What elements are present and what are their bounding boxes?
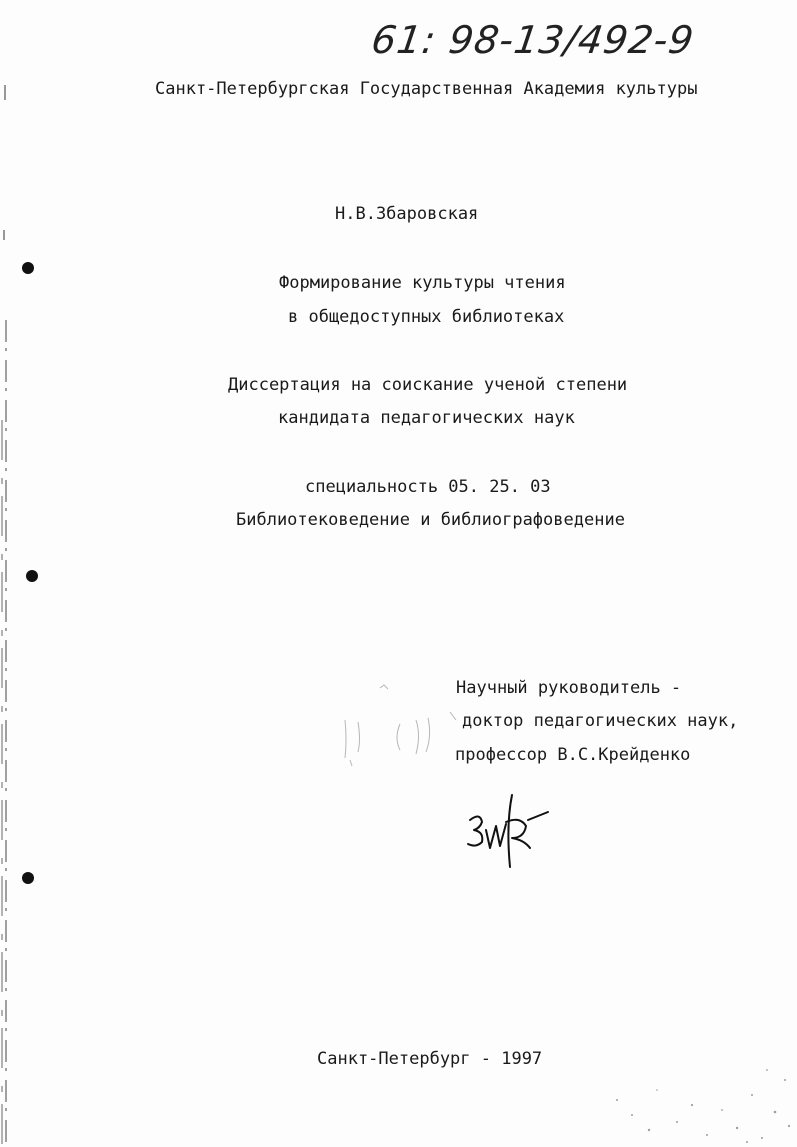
- punch-hole-mark: [22, 262, 34, 274]
- supervisor-name: профессор В.С.Крейденко: [455, 745, 691, 765]
- specialty-name: Библиотековедение и библиографоведение: [236, 510, 625, 530]
- degree-line-1: Диссертация на соискание ученой степени: [228, 375, 628, 395]
- scan-noise-speckles: [597, 1060, 797, 1147]
- punch-hole-mark: [26, 570, 38, 582]
- supervisor-label: Научный руководитель -: [456, 678, 682, 698]
- specialty-code: специальность 05. 25. 03: [305, 477, 551, 497]
- signature-image: [462, 790, 552, 870]
- institution-name: Санкт-Петербургская Государственная Академия культуры: [155, 79, 698, 99]
- binding-edge-marks: [0, 0, 14, 1147]
- supervisor-degree: доктор педагогических наук,: [462, 711, 739, 731]
- thesis-title-line-1: Формирование культуры чтения: [279, 273, 566, 293]
- city-year: Санкт-Петербург - 1997: [317, 1049, 543, 1069]
- degree-line-2: кандидата педагогических наук: [278, 408, 575, 428]
- faded-stamp-mark: [330, 660, 460, 770]
- archive-code-handwritten: 61: 98-13/492-9: [368, 18, 697, 62]
- punch-hole-mark: [22, 872, 34, 884]
- thesis-title-line-2: в общедоступных библиотеках: [288, 307, 565, 327]
- author-name: Н.В.Збаровская: [335, 204, 479, 224]
